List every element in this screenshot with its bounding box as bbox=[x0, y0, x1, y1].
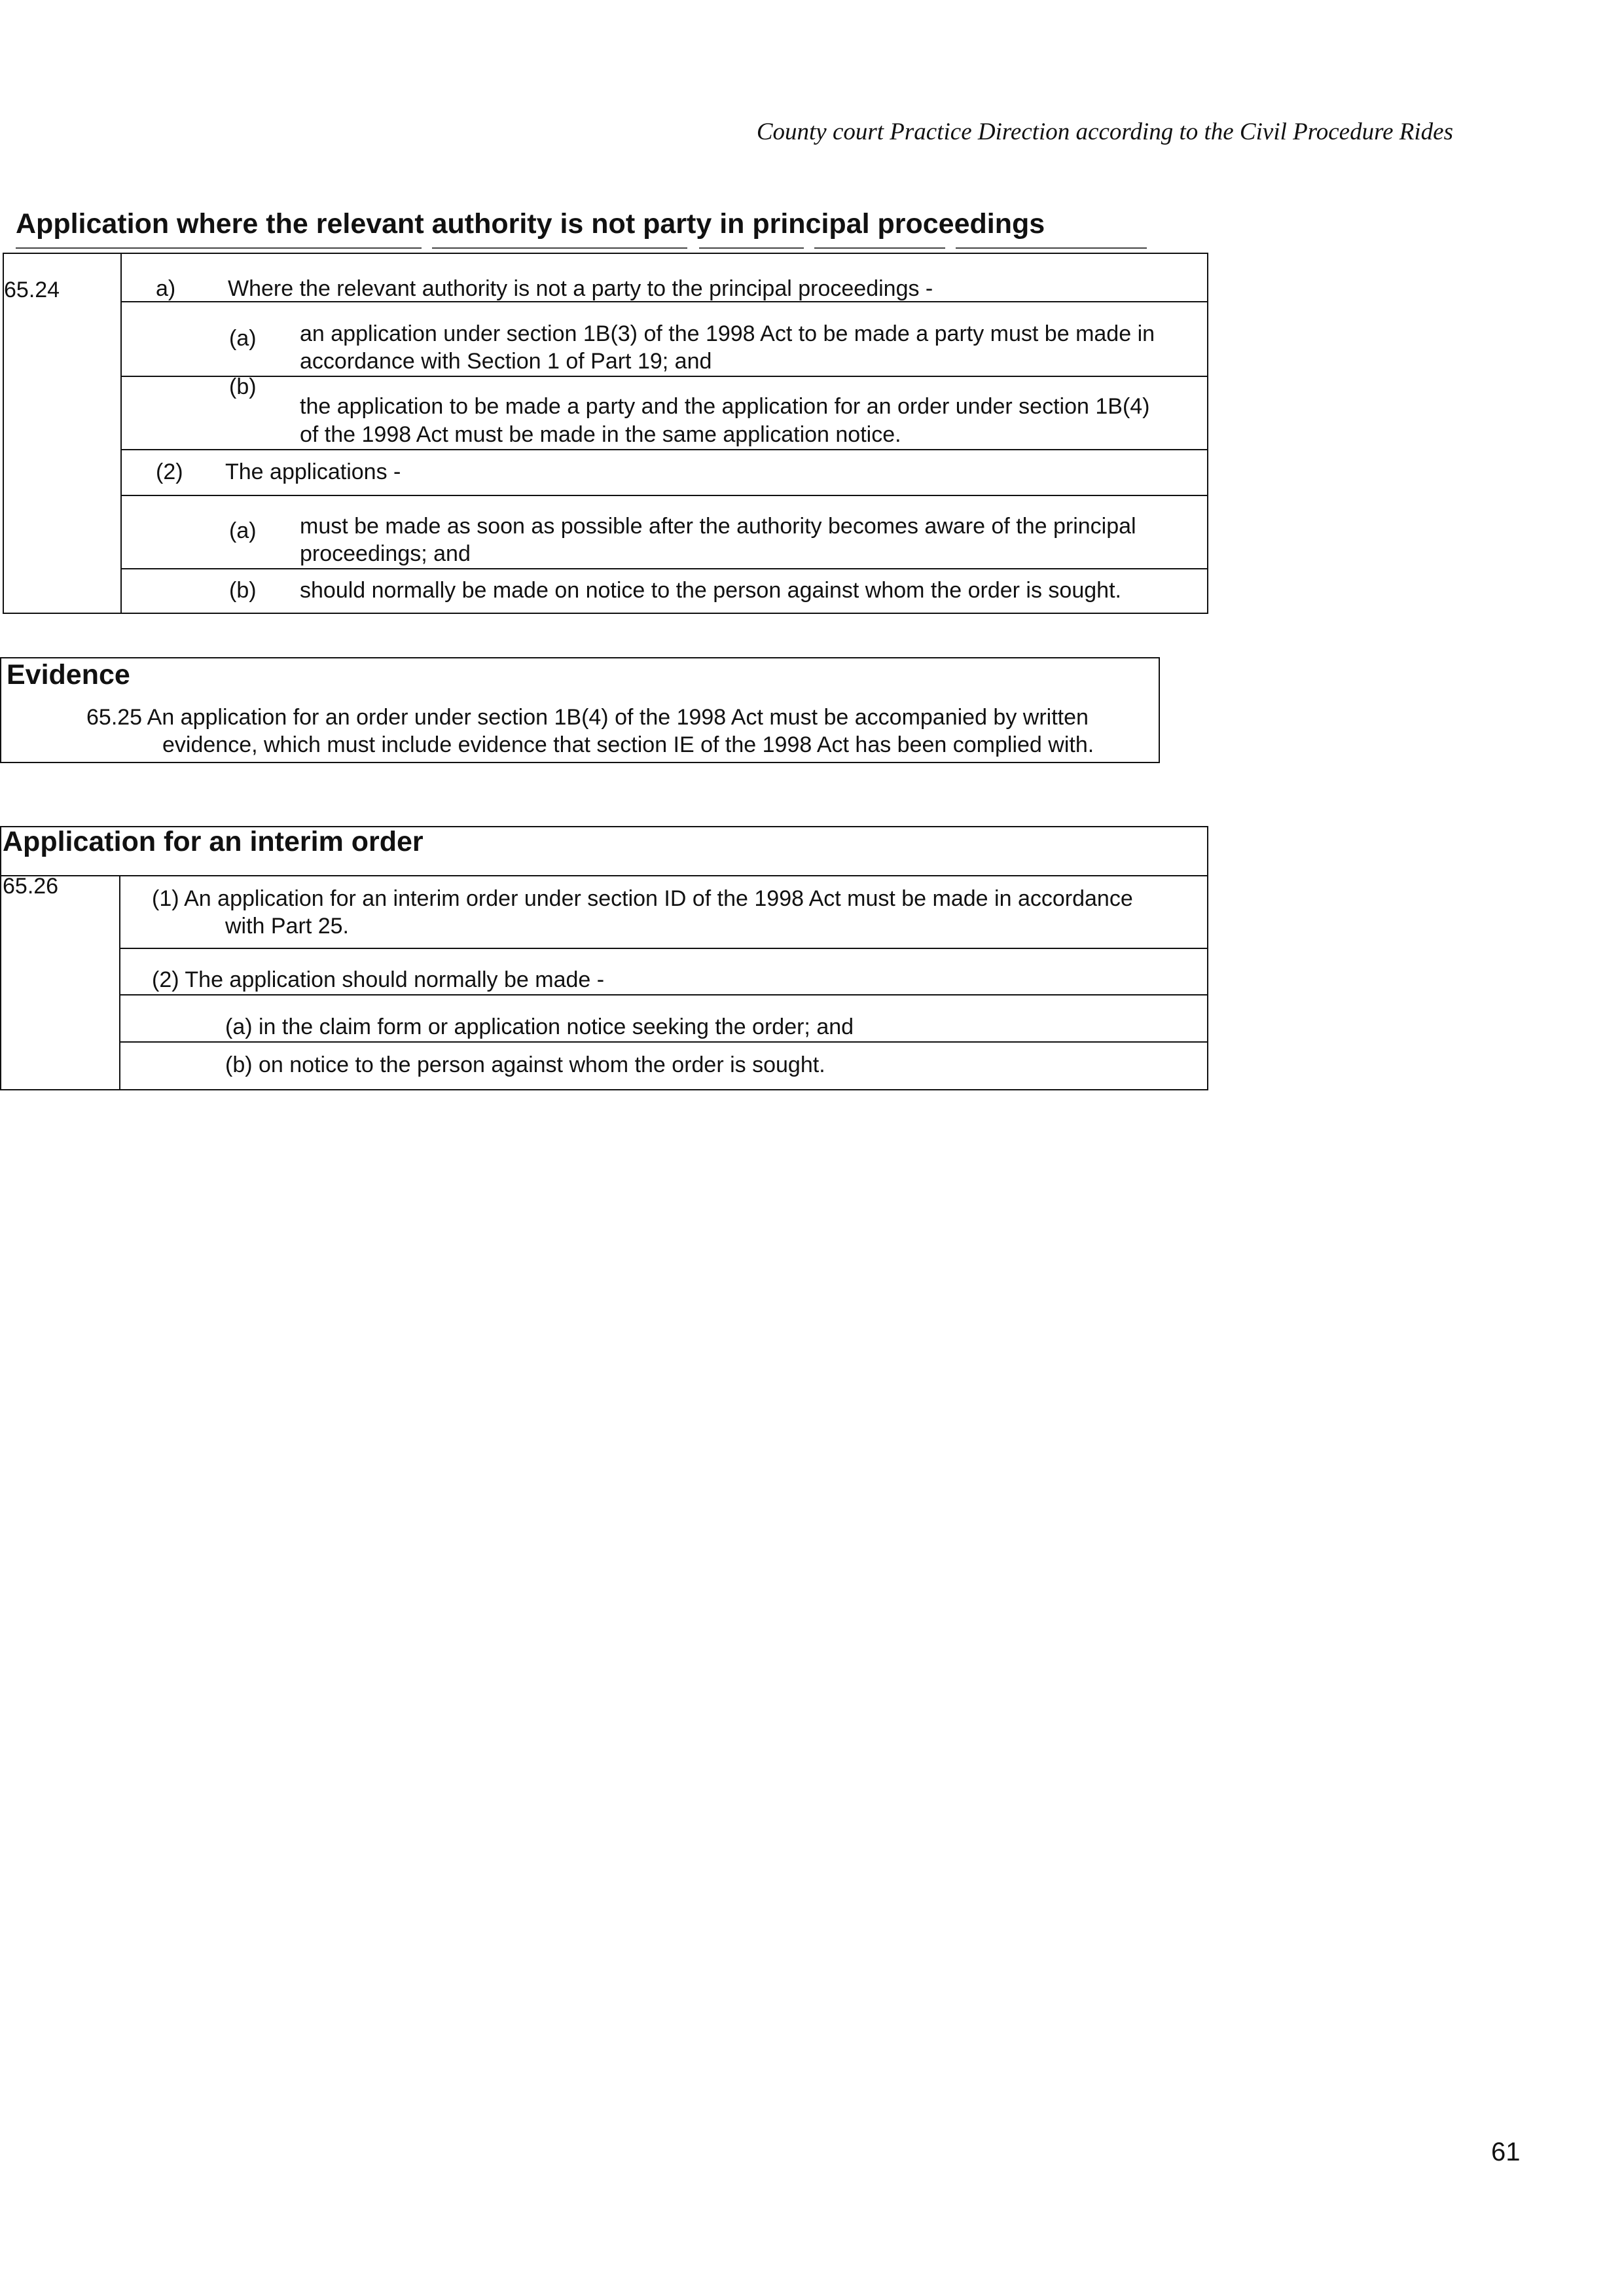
sub2-text-a-line1: must be made as soon as possible after the authority becomes aware of the principal bbox=[300, 514, 1136, 539]
item-label-a: a) bbox=[156, 276, 176, 301]
page-number: 61 bbox=[1491, 2138, 1521, 2166]
sub2-label-a: (a) bbox=[229, 518, 257, 543]
section-title-relevant-authority: Application where the relevant authority is not party in principal proceedings bbox=[16, 208, 1045, 240]
interim-item2-a: (a) in the claim form or application notice seeking the order; and bbox=[225, 1014, 854, 1039]
item-text-2: The applications - bbox=[225, 459, 401, 484]
interim-item2: (2) The application should normally be made - bbox=[152, 967, 605, 992]
section-title-interim-order: Application for an interim order bbox=[3, 826, 424, 857]
evidence-text-line1: 65.25 An application for an order under section 1B(4) of the 1998 Act must be accompanied by written bbox=[86, 705, 1089, 730]
item-label-2: (2) bbox=[156, 459, 183, 484]
sub2-text-a-line2: proceedings; and bbox=[300, 541, 471, 566]
para-number-65-26: 65.26 bbox=[3, 874, 59, 899]
sub2-text-b: should normally be made on notice to the person against whom the order is sought. bbox=[300, 578, 1121, 603]
evidence-text-line2: evidence, which must include evidence that section IE of the 1998 Act has been complied with. bbox=[162, 732, 1094, 757]
sub-text-a-line2: accordance with Section 1 of Part 19; and bbox=[300, 349, 712, 374]
section-title-evidence: Evidence bbox=[7, 659, 130, 691]
interim-item1-line1: (1) An application for an interim order under section ID of the 1998 Act must be made in accordance bbox=[152, 886, 1133, 911]
sub-label-a: (a) bbox=[229, 326, 257, 351]
running-header: County court Practice Direction according to the Civil Procedure Rides bbox=[756, 118, 1453, 145]
interim-item1-line2: with Part 25. bbox=[225, 914, 349, 939]
sub-text-b-line2: of the 1998 Act must be made in the same application notice. bbox=[300, 422, 901, 447]
sub-text-a-line1: an application under section 1B(3) of the 1998 Act to be made a party must be made in bbox=[300, 321, 1155, 346]
sub-text-b-line1: the application to be made a party and the application for an order under section 1B(4) bbox=[300, 394, 1150, 419]
sub2-label-b: (b) bbox=[229, 578, 257, 603]
sub-label-b: (b) bbox=[229, 374, 257, 399]
interim-item2-b: (b) on notice to the person against whom the order is sought. bbox=[225, 1052, 825, 1077]
item-text-a: Where the relevant authority is not a party to the principal proceedings - bbox=[228, 276, 933, 301]
para-number-65-24: 65.24 bbox=[4, 278, 60, 302]
